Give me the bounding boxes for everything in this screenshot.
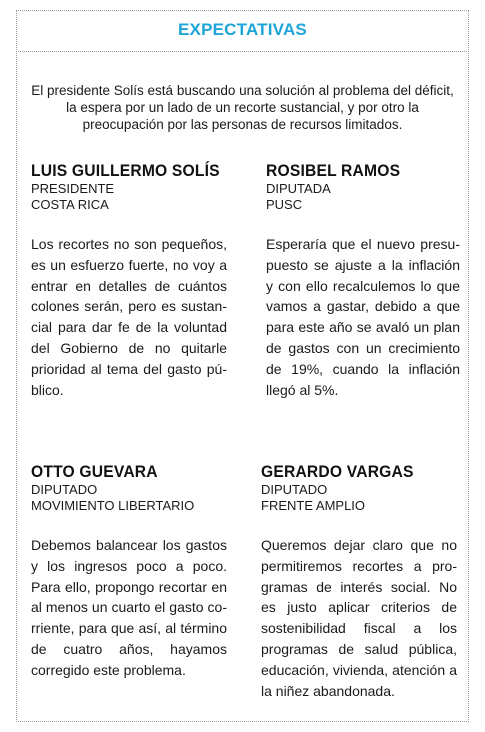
quote-card-vargas bbox=[261, 462, 457, 701]
title-divider bbox=[16, 51, 469, 52]
section-title: EXPECTATIVAS bbox=[178, 20, 307, 39]
person-affiliation: FRENTE AMPLIO bbox=[261, 498, 366, 513]
person-affiliation: COSTA RICA bbox=[31, 197, 109, 212]
intro-paragraph: El presidente Solís está buscando una solución al problema del déficit, la espera por un lado de un recorte sustancial, y por otro la preocupación por las personas de recursos limitados. bbox=[31, 83, 454, 132]
person-quote: Los recortes no son pequeños, es un esfuerzo fuerte, no voy a entrar en detalles de cuántos colones serán, pero es sustancial para dar fe de la voluntad del Gobierno de no quitarle prioridad al tema del gasto público. bbox=[31, 236, 227, 398]
quote-card-ramos bbox=[266, 161, 460, 400]
person-affiliation: PUSC bbox=[266, 197, 303, 212]
person-quote: Esperaría que el nuevo presupuesto se ajuste a la inflación y con ello recalculemos lo que vamos a gastar, debido a que para este año se avaló un plan de gastos con un crecimiento de 19%, cuando la inflación llegó al 5%. bbox=[266, 236, 460, 398]
person-quote: Debemos balancear los gastos y los ingresos poco a poco. Para ello, propongo recortar en al menos un cuarto el gasto corriente, para que así, al término de cuatro años, hayamos corregido este problema. bbox=[31, 537, 227, 678]
person-affiliation: MOVIMIENTO LIBERTARIO bbox=[31, 498, 195, 513]
person-name: ROSIBEL RAMOS bbox=[266, 161, 401, 180]
quote-card-guevara bbox=[31, 462, 227, 681]
person-role: DIPUTADO bbox=[31, 482, 98, 497]
person-role: PRESIDENTE bbox=[31, 181, 115, 196]
person-quote: Queremos dejar claro que no permitiremos recortes a programas de interés social. No es justo aplicar criterios de sostenibilidad fiscal a los programas de salud pública, educación, vivienda, atención a la niñez abandonada. bbox=[261, 537, 457, 699]
person-name: OTTO GUEVARA bbox=[31, 462, 158, 481]
person-name: GERARDO VARGAS bbox=[261, 462, 414, 481]
quote-card-solis bbox=[31, 161, 227, 400]
person-role: DIPUTADO bbox=[261, 482, 328, 497]
person-name: LUIS GUILLERMO SOLÍS bbox=[31, 161, 220, 180]
person-role: DIPUTADA bbox=[266, 181, 331, 196]
